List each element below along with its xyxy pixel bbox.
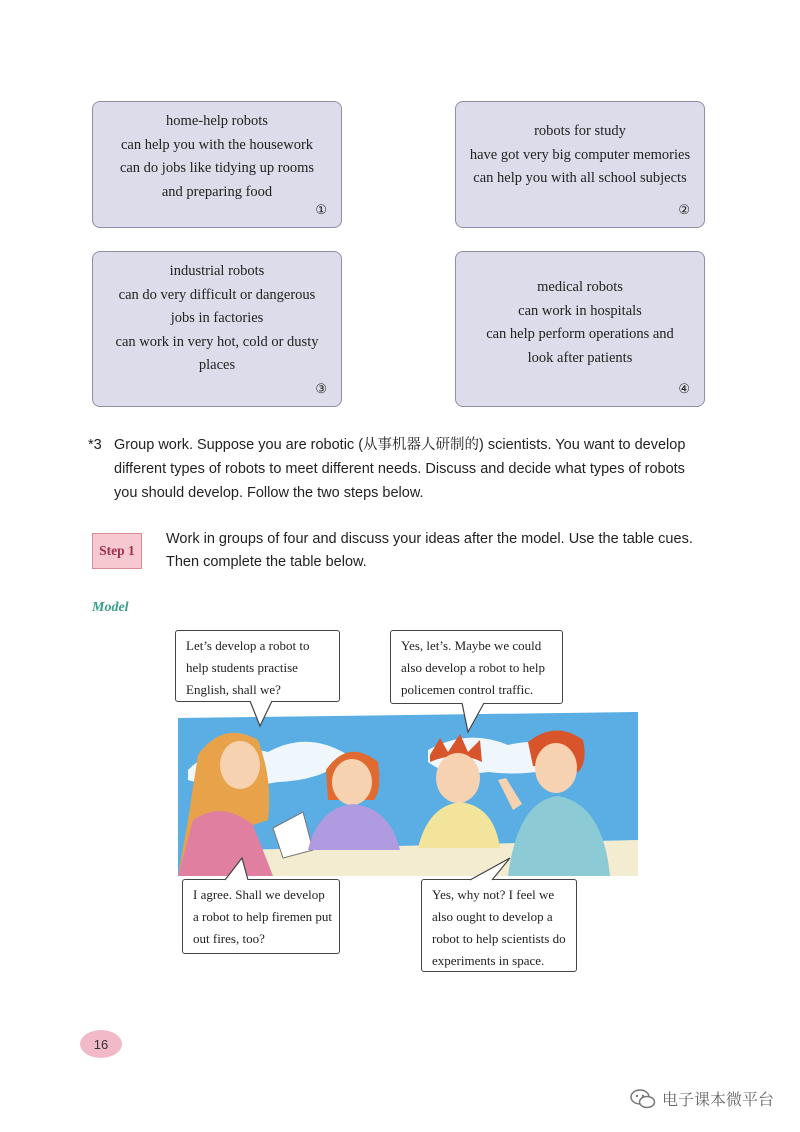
speech-bubble-3 — [182, 879, 340, 954]
page-number: 16 — [80, 1030, 122, 1058]
bubble-line: English, shall we? — [186, 682, 281, 697]
card-number: ③ — [315, 380, 327, 396]
card-line: robots for study — [534, 123, 626, 139]
card-line: medical robots — [537, 279, 623, 295]
card-number: ① — [315, 201, 327, 217]
card-line: industrial robots — [169, 263, 265, 279]
speech-bubble-2 — [390, 630, 563, 704]
step-line: Then complete the table below. — [166, 554, 367, 570]
card-number: ② — [678, 201, 690, 217]
card-line: have got very big computer memories — [469, 146, 691, 163]
students-discussion-illustration — [178, 700, 638, 880]
bubble-line: Yes, why not? I feel we — [432, 887, 555, 902]
speech-bubble-1 — [175, 630, 340, 702]
card-line: and preparing food — [161, 183, 273, 200]
bubble-line: policemen control traffic. — [401, 682, 534, 697]
task-line: you should develop. Follow the two steps below. — [114, 485, 424, 501]
card-line: can help you with the housework — [120, 136, 314, 153]
card-number: ④ — [678, 380, 690, 396]
bubble-line: Yes, let’s. Maybe we could — [401, 638, 542, 653]
robot-card-study — [455, 101, 705, 228]
model-label: Model — [92, 600, 129, 615]
robot-card-home-help — [92, 101, 342, 228]
card-line: can do very difficult or dangerous — [118, 286, 316, 303]
card-line: can work in very hot, cold or dusty — [115, 333, 319, 350]
wechat-icon — [630, 1088, 656, 1110]
card-line: look after patients — [527, 349, 633, 366]
task-instruction — [88, 433, 728, 505]
card-line: can do jobs like tidying up rooms — [119, 160, 315, 176]
card-line: can work in hospitals — [518, 302, 642, 319]
bubble-line: experiments in space. — [432, 953, 545, 968]
bubble-line: robot to help scientists do — [432, 931, 566, 946]
bubble-line: also develop a robot to help — [401, 660, 546, 675]
bubble-line: also ought to develop a — [432, 909, 553, 924]
task-line: different types of robots to meet different needs. Discuss and decide what types of robots — [114, 461, 685, 477]
robot-card-industrial — [92, 251, 342, 407]
robot-card-medical — [455, 251, 705, 407]
bubble-line: help students practise — [186, 660, 298, 675]
task-number: *3 — [88, 437, 102, 453]
card-line: places — [198, 357, 236, 373]
bubble-line: a robot to help firemen put — [193, 909, 332, 924]
card-line: jobs in factories — [170, 310, 264, 326]
task-line: Group work. Suppose you are robotic (从事机器人研制的) scientists. You want to develop — [114, 437, 686, 453]
card-line: can help perform operations and — [486, 326, 674, 342]
speech-bubble-4 — [421, 879, 577, 972]
card-line: can help you with all school subjects — [473, 170, 687, 186]
step-line: Work in groups of four and discuss your ideas after the model. Use the table cues. — [166, 531, 693, 547]
watermark — [630, 1087, 774, 1110]
step-instruction — [166, 528, 746, 574]
bubble-line: out fires, too? — [193, 931, 265, 946]
card-line: home-help robots — [166, 113, 268, 129]
bubble-line: Let’s develop a robot to — [186, 638, 310, 653]
bubble-line: I agree. Shall we develop — [193, 887, 325, 902]
step-badge: Step 1 — [92, 533, 142, 569]
watermark-text: 电子课本微平台 — [661, 1092, 774, 1109]
